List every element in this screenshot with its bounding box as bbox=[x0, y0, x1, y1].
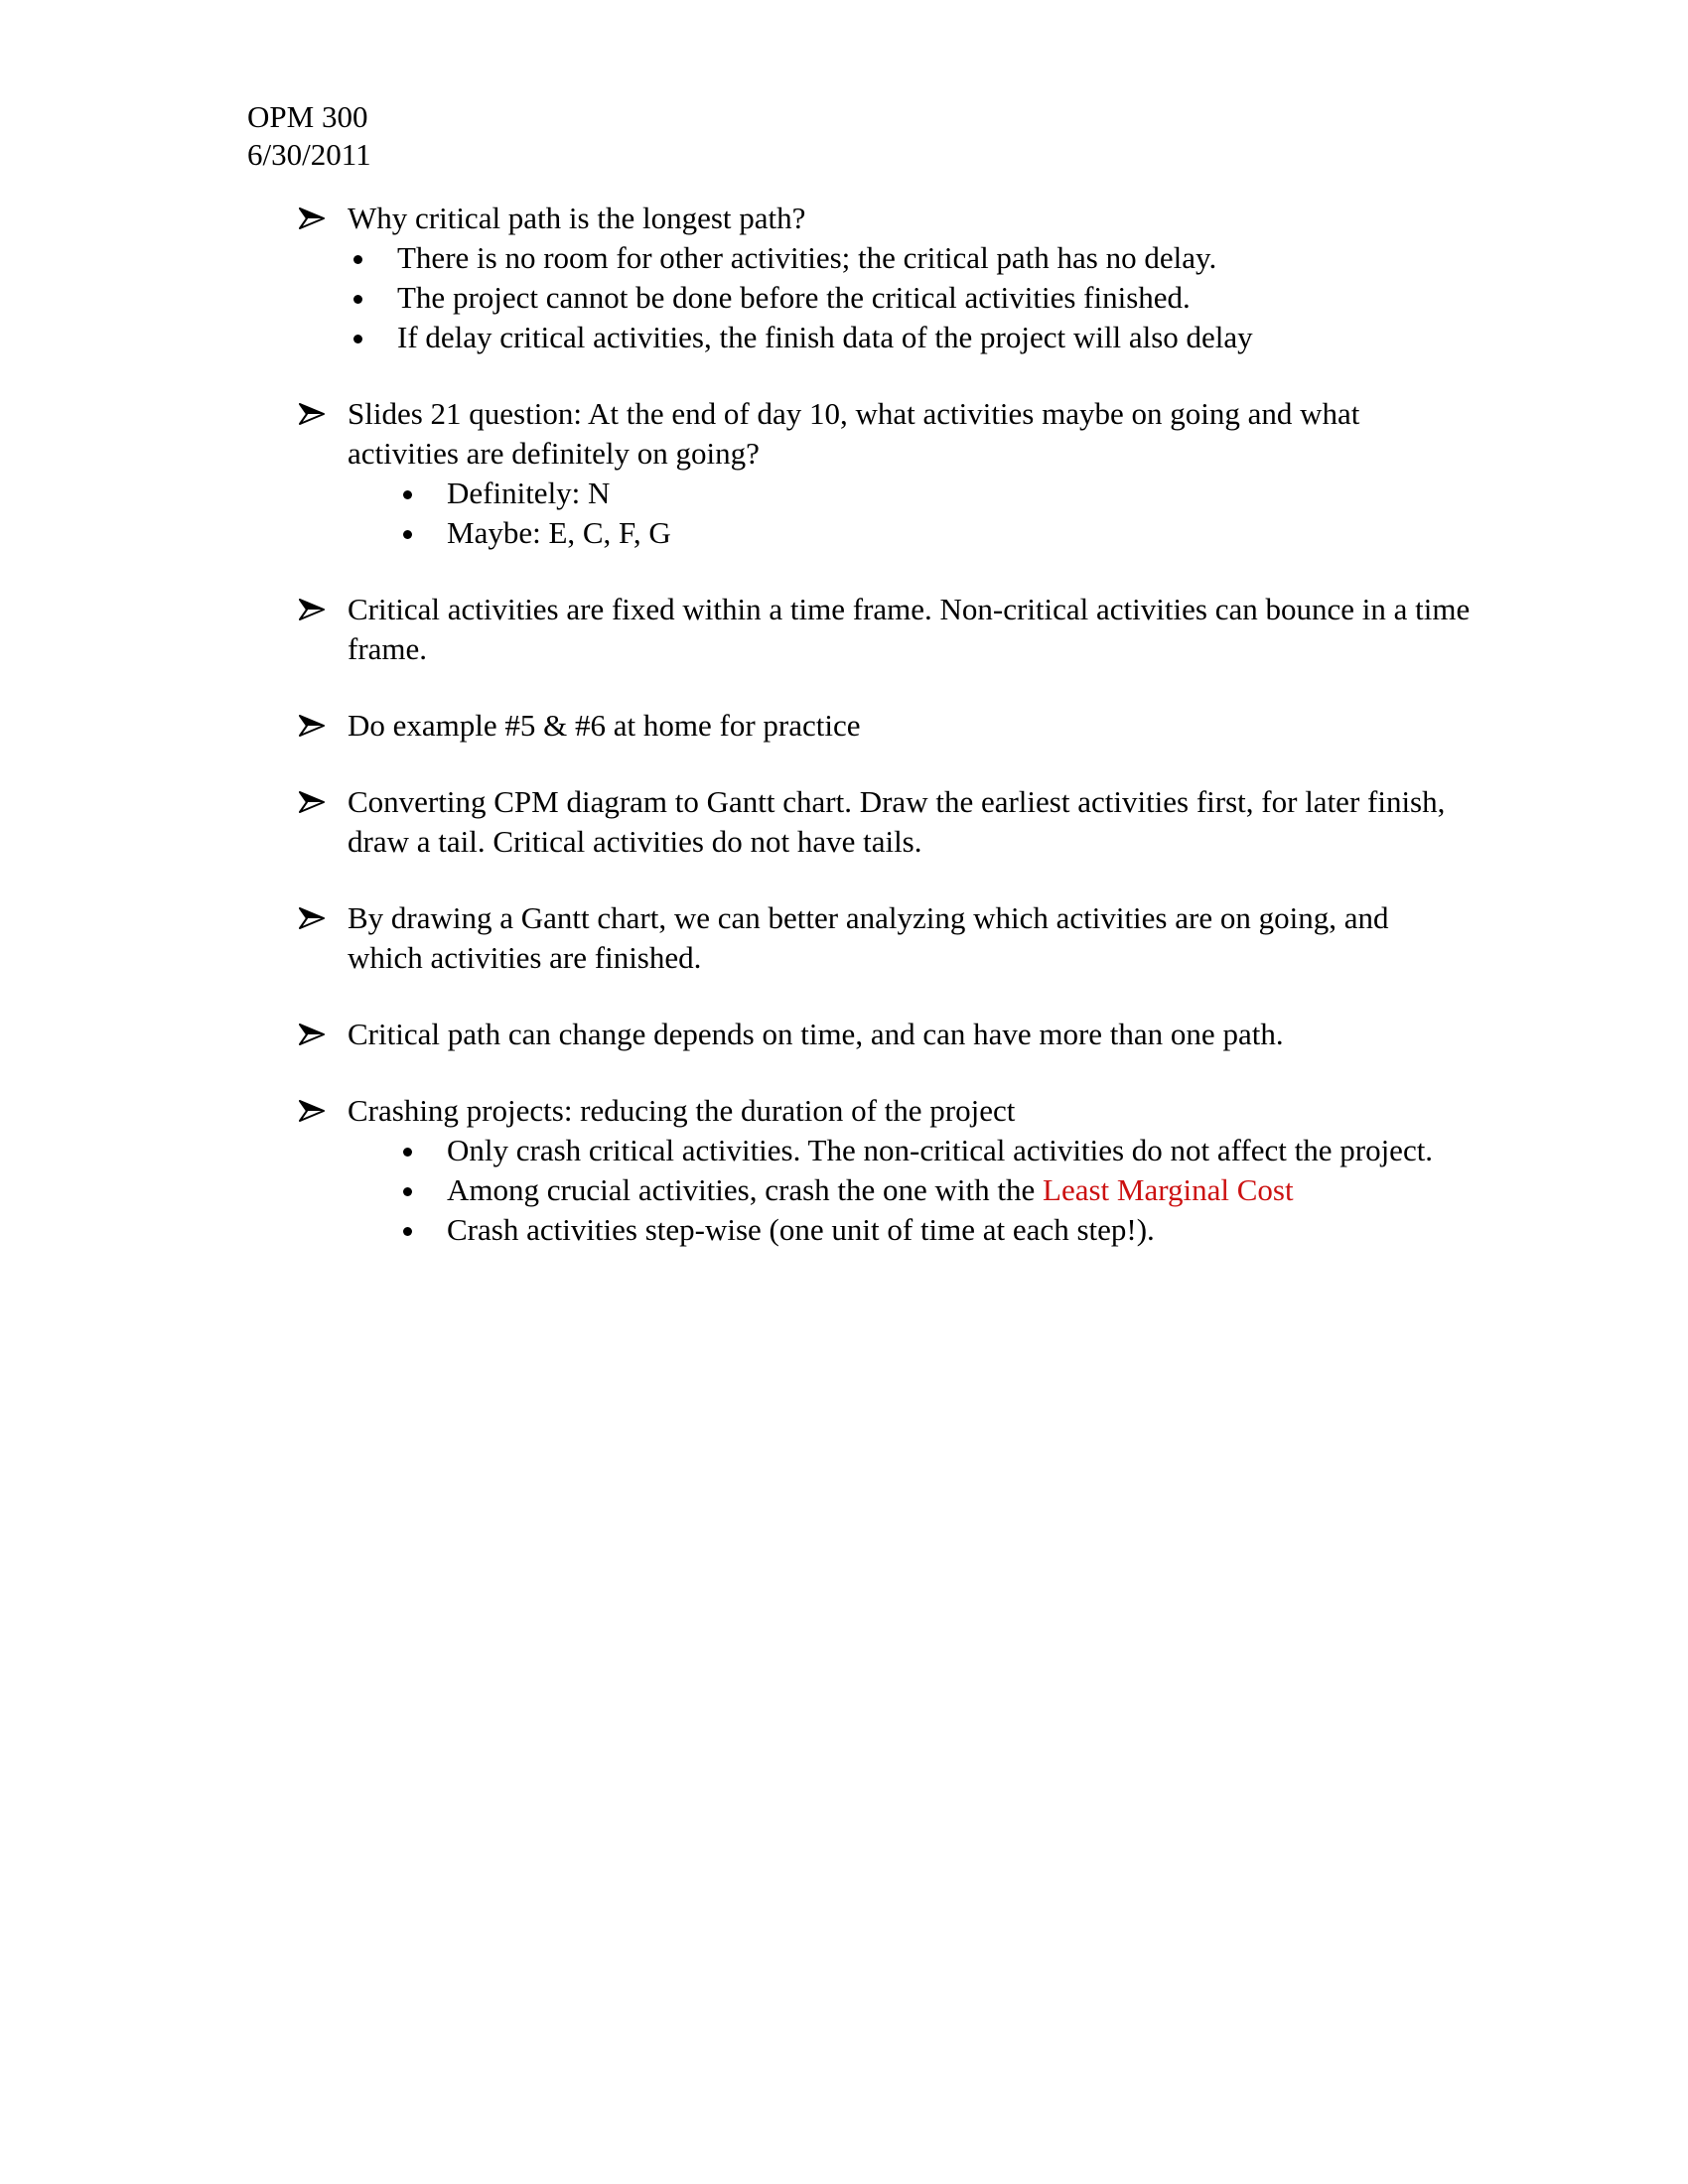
arrowhead-bullet-icon bbox=[299, 1024, 325, 1045]
sub-item-text: If delay critical activities, the finish data of the project will also delay bbox=[397, 320, 1253, 354]
sub-item bbox=[348, 1210, 1471, 1250]
sub-item bbox=[348, 1170, 1471, 1210]
document-date: 6/30/2011 bbox=[247, 137, 371, 172]
note-item-text: Critical activities are fixed within a time frame. Non-critical activities can bounce in a time frame. bbox=[348, 592, 1471, 666]
note-item-text: Slides 21 question: At the end of day 10, what activities maybe on going and what activities are definitely on going? bbox=[348, 396, 1360, 471]
arrowhead-bullet-icon bbox=[299, 715, 325, 737]
note-item bbox=[299, 1091, 1471, 1250]
sub-list bbox=[348, 1131, 1471, 1250]
sub-item-text: Among crucial activities, crash the one with the bbox=[447, 1172, 1036, 1207]
notes-list bbox=[299, 199, 1471, 1287]
round-bullet-icon bbox=[403, 1227, 412, 1236]
round-bullet-icon bbox=[353, 335, 362, 343]
arrowhead-bullet-icon bbox=[299, 791, 325, 813]
round-bullet-icon bbox=[353, 255, 362, 264]
sub-list bbox=[348, 474, 1471, 553]
note-item bbox=[299, 394, 1471, 553]
highlight-text: Least Marginal Cost bbox=[1043, 1172, 1294, 1207]
arrowhead-bullet-icon bbox=[299, 907, 325, 929]
sub-item-text: Only crash critical activities. The non-critical activities do not affect the project. bbox=[447, 1133, 1434, 1167]
sub-item-text: Crash activities step-wise (one unit of time at each step!). bbox=[447, 1212, 1155, 1247]
note-item-text: By drawing a Gantt chart, we can better analyzing which activities are on going, and which activities are finished. bbox=[348, 900, 1389, 975]
sub-item bbox=[348, 474, 1471, 513]
arrowhead-bullet-icon bbox=[299, 403, 325, 425]
round-bullet-icon bbox=[403, 530, 412, 539]
round-bullet-icon bbox=[353, 295, 362, 304]
note-item-text: Why critical path is the longest path? bbox=[348, 201, 806, 235]
note-item-text: Do example #5 & #6 at home for practice bbox=[348, 708, 861, 743]
sub-item bbox=[348, 513, 1471, 553]
note-item bbox=[299, 898, 1471, 978]
sub-item-text: The project cannot be done before the critical activities finished. bbox=[397, 280, 1191, 315]
round-bullet-icon bbox=[403, 490, 412, 499]
note-item bbox=[299, 199, 1471, 357]
note-item bbox=[299, 782, 1471, 862]
sub-item bbox=[348, 318, 1471, 357]
round-bullet-icon bbox=[403, 1187, 412, 1196]
arrowhead-bullet-icon bbox=[299, 207, 325, 229]
note-item-text: Crashing projects: reducing the duration of the project bbox=[348, 1093, 1016, 1128]
note-item bbox=[299, 706, 1471, 746]
sub-item bbox=[348, 238, 1471, 278]
arrowhead-bullet-icon bbox=[299, 599, 325, 620]
sub-list bbox=[348, 238, 1471, 357]
note-item-text: Critical path can change depends on time, and can have more than one path. bbox=[348, 1017, 1284, 1051]
course-code: OPM 300 bbox=[247, 99, 368, 134]
sub-item-text: Definitely: N bbox=[447, 476, 611, 510]
sub-item bbox=[348, 1131, 1471, 1170]
note-item bbox=[299, 590, 1471, 669]
arrowhead-bullet-icon bbox=[299, 1100, 325, 1122]
sub-item-text: There is no room for other activities; the critical path has no delay. bbox=[397, 240, 1217, 275]
sub-item-text: Maybe: E, C, F, G bbox=[447, 515, 671, 550]
sub-item bbox=[348, 278, 1471, 318]
document-header bbox=[247, 98, 371, 174]
note-item-text: Converting CPM diagram to Gantt chart. Draw the earliest activities first, for later finish, draw a tail. Critical activities do not have tails. bbox=[348, 784, 1446, 859]
round-bullet-icon bbox=[403, 1148, 412, 1157]
note-item bbox=[299, 1015, 1471, 1054]
